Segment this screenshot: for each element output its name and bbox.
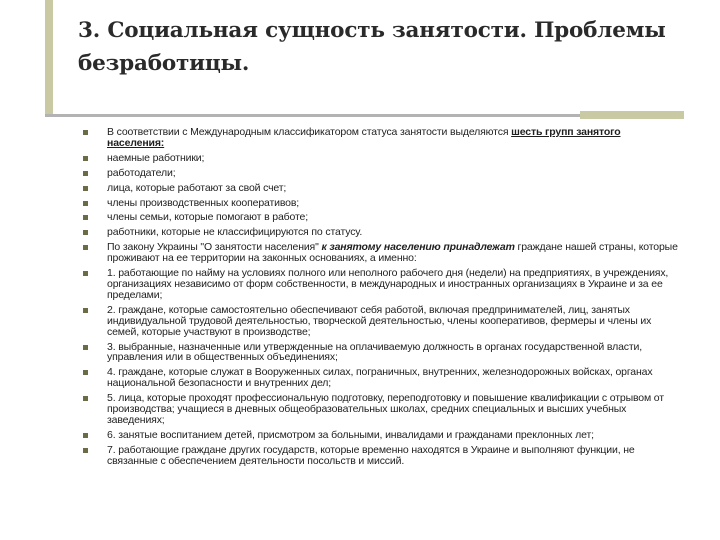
list-item — [78, 445, 678, 467]
bullet-list — [78, 127, 678, 471]
item-emphasis: к занятому населению принадлежат — [321, 241, 515, 254]
title-underline-accent — [580, 111, 684, 119]
square-bullet-icon — [83, 171, 88, 176]
item-text: 3. выбранные, назначенные или утвержденные на оплачиваемую должность в органах государственной власти, управления или в общественных объединениях; — [107, 340, 643, 364]
square-bullet-icon — [83, 271, 88, 276]
item-text: 4. граждане, которые служат в Вооруженных силах, пограничных, внутренних, железнодорожных войсках, органах национальной безопасности и внутренних дел; — [107, 366, 653, 390]
item-text: 5. лица, которые проходят профессиональную подготовку, переподготовку и повышение квалификации с отрывом от производства; учащиеся в дневных общеобразовательных школах, средних специальных и высших учебных заведениях; — [107, 392, 664, 426]
list-item — [78, 242, 678, 264]
list-item — [78, 153, 678, 164]
item-text: По закону Украины "О занятости населения" — [107, 241, 322, 254]
square-bullet-icon — [83, 245, 88, 250]
item-text: В соответствии с Международным классификатором статуса занятости выделяются — [107, 126, 512, 138]
square-bullet-icon — [83, 396, 88, 401]
list-item — [78, 183, 678, 194]
list-item — [78, 127, 678, 149]
square-bullet-icon — [83, 215, 88, 220]
square-bullet-icon — [83, 370, 88, 375]
list-item — [78, 342, 678, 364]
square-bullet-icon — [83, 433, 88, 438]
square-bullet-icon — [83, 448, 88, 453]
item-text-after: граждане нашей страны, которые проживают на ее территории на законных основаниях, а именно: — [107, 241, 678, 265]
item-text: наемные работники; — [107, 151, 205, 164]
square-bullet-icon — [83, 130, 88, 135]
list-item — [78, 305, 678, 338]
list-item — [78, 393, 678, 426]
item-text: члены семьи, которые помогают в работе; — [107, 211, 308, 224]
square-bullet-icon — [83, 230, 88, 235]
title-underline — [45, 114, 580, 117]
square-bullet-icon — [83, 308, 88, 313]
item-text: 7. работающие граждане других государств, которые временно находятся в Украине и выполняют функции, не связанные с обеспечением деятельности посольств и миссий. — [107, 443, 635, 467]
square-bullet-icon — [83, 345, 88, 350]
square-bullet-icon — [83, 201, 88, 206]
item-text: 1. работающие по найму на условиях полного или неполного рабочего дня (недели) на предприятиях, в учреждениях, организациях независимо от форм собственности, в международных и иностранных организациях в Украине и за ее пределами; — [107, 267, 669, 301]
square-bullet-icon — [83, 156, 88, 161]
list-item — [78, 430, 678, 441]
decorative-left-bar — [45, 0, 53, 117]
list-item — [78, 268, 678, 301]
slide-title: 3. Социальная сущность занятости. Проблемы безработицы. — [78, 18, 666, 76]
item-text: работодатели; — [107, 166, 176, 179]
list-item — [78, 168, 678, 179]
item-text: члены производственных кооперативов; — [107, 196, 300, 209]
item-text: работники, которые не классифицируются по статусу. — [107, 226, 363, 239]
square-bullet-icon — [83, 186, 88, 191]
item-text: лица, которые работают за свой счет; — [107, 181, 287, 194]
item-emphasis: шесть групп занятого населения: — [107, 126, 621, 149]
item-text: 2. граждане, которые самостоятельно обеспечивают себя работой, включая предпринимателей, лиц, занятых индивидуальной трудовой деятельностью, творческой деятельностью, члены кооперативов, фермеры и члены их семей, которые участвуют в производстве; — [107, 303, 652, 338]
list-item — [78, 367, 678, 389]
list-item — [78, 198, 678, 209]
list-item — [78, 227, 678, 238]
list-item — [78, 212, 678, 223]
item-text: 6. занятые воспитанием детей, присмотром за больными, инвалидами и гражданами преклонных лет; — [107, 428, 594, 441]
